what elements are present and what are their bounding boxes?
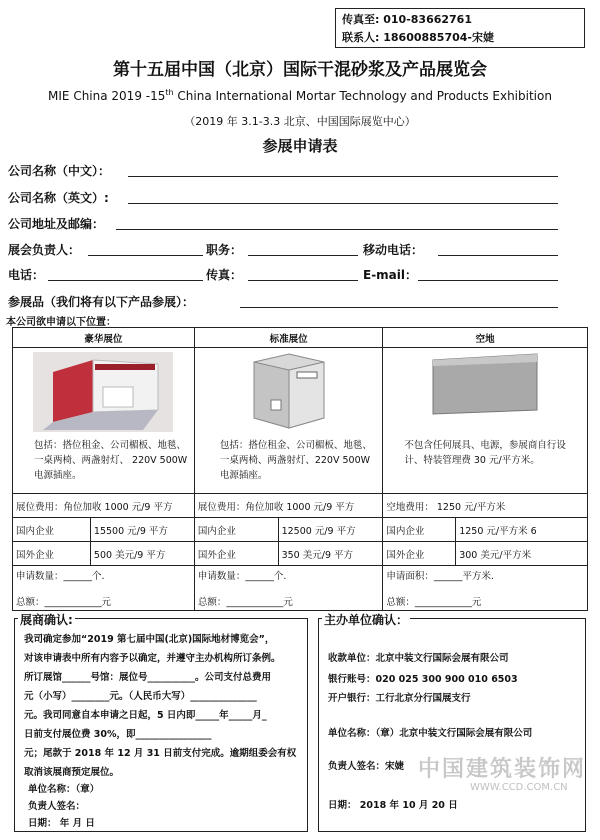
confirm-line: 元（小写）________元。（人民币大写）______________: [24, 691, 257, 702]
form-title: 参展申请表: [262, 137, 338, 155]
exhibits-label: 参展品（我们将有以下产品参展）：: [8, 295, 195, 309]
row-exhibits: [8, 293, 568, 309]
watermark-url: WWW.CCD.COM.CN: [470, 782, 568, 793]
phone-label: 电话：: [8, 268, 45, 282]
exhibitor-unit-name[interactable]: 单位名称：（章）: [28, 784, 100, 795]
booth-header-luxury: 豪华展位: [13, 328, 195, 348]
luxury-foreign-label: 国外企业: [13, 542, 91, 566]
standard-qty-cell: [194, 566, 383, 611]
fax-contact-box: [335, 8, 585, 48]
standard-booth-desc: 包括：搭位租金、公司楣板、地毯、一桌两椅、两盏射灯、220V 500W 电源插座。: [219, 440, 372, 481]
watermark-text: 中国建筑装饰网: [418, 757, 587, 782]
company-en-label: 公司名称（英文）:: [8, 191, 109, 205]
apply-note: 本公司欲申请以下位置：: [6, 317, 116, 328]
email-label: E-mail：: [363, 268, 418, 282]
space-qty-cell: [383, 566, 588, 611]
exhibition-title-en: [8, 88, 592, 103]
luxury-domestic-label: 国内企业: [13, 518, 91, 542]
address-label: 公司地址及邮编：: [8, 217, 105, 231]
luxury-booth-desc: 包括：搭位租金、公司楣板、地毯、一桌两椅、两盏射灯、 220V 500W 电源插座。: [34, 440, 188, 481]
organizer-confirm-title: 主办单位确认：: [324, 613, 409, 627]
row-phone: [8, 266, 568, 282]
standard-total[interactable]: 总额：____________元: [197, 597, 293, 608]
leader-label: 展会负责人：: [8, 243, 81, 257]
exhibition-title-cn: 第十五届中国（北京）国际干混砂浆及产品展览会: [113, 60, 487, 80]
standard-foreign-label: 国外企业: [194, 542, 278, 566]
luxury-total[interactable]: 总额：____________元: [16, 597, 112, 608]
exhibitor-date[interactable]: 日期： 年 月 日: [28, 818, 95, 829]
confirm-line: 取消该展商预定展位。: [24, 767, 120, 778]
space-booth-desc: 不包含任何展具、电源，参展商自行设计、特装管理费 30 元/平方米。: [404, 440, 566, 466]
row-address: [8, 215, 568, 231]
fax-field[interactable]: [248, 266, 358, 281]
phone-field[interactable]: [48, 266, 203, 281]
exhibits-field[interactable]: [240, 293, 558, 308]
title-en-post: China International Mortar Technology and Products Exhibition: [173, 89, 552, 103]
leader-field[interactable]: [88, 241, 203, 256]
standard-domestic-label: 国内企业: [194, 518, 278, 542]
organizer-account: 银行账号：020 025 300 900 010 6503: [328, 674, 518, 685]
space-foreign-label: 国外企业: [383, 542, 456, 566]
confirm-line: 元。我司同意自本申请之日起，5 日内即_____年_____月_: [24, 710, 267, 721]
luxury-domestic-value: 15500 元/9 平方: [90, 518, 194, 542]
row-leader: [8, 241, 568, 257]
luxury-fee: 展位费用：角位加收 1000 元/9 平方: [13, 494, 195, 518]
exhibitor-confirm-title: 展商确认:: [20, 613, 73, 627]
luxury-qty-cell: [13, 566, 195, 611]
organizer-date: 日期： 2018 年 10 月 20 日: [328, 800, 458, 811]
confirm-line: 日前支付展位费 30%，即________________: [24, 729, 212, 740]
contact-line: 联系人: 18600885704-宋婕: [342, 31, 494, 44]
company-cn-field[interactable]: [128, 162, 558, 177]
space-total[interactable]: 总额：____________元: [386, 597, 482, 608]
standard-foreign-value: 350 美元/9 平方: [278, 542, 383, 566]
booth-image-row: [13, 348, 588, 494]
confirm-line: 对该申请表中所有内容予以确定，并遵守主办机构所订条例。: [24, 653, 281, 664]
standard-booth-cell: [194, 348, 383, 494]
mobile-label: 移动电话：: [363, 243, 424, 257]
foreign-row: [13, 542, 588, 566]
space-area[interactable]: 申请面积：______平方米.: [386, 571, 494, 582]
luxury-qty[interactable]: 申请数量：______个.: [16, 571, 105, 582]
address-field[interactable]: [116, 215, 558, 230]
luxury-booth-cell: [13, 348, 195, 494]
standard-qty[interactable]: 申请数量：______个.: [197, 571, 287, 582]
luxury-foreign-value: 500 美元/9 平方: [90, 542, 194, 566]
domestic-row: [13, 518, 588, 542]
title-en-pre: MIE China 2019 -15: [48, 89, 166, 103]
company-cn-label: 公司名称（中文）：: [8, 164, 111, 178]
company-en-field[interactable]: [128, 189, 558, 204]
space-domestic-value: 1250 元/平方米 6: [456, 518, 588, 542]
space-foreign-value: 300 美元/平方米: [456, 542, 588, 566]
organizer-unit-name: 单位名称：（章）北京中装文行国际会展有限公司: [328, 728, 533, 739]
fax-line: 传真至: 010-83662761: [342, 13, 472, 26]
booth-header-row: [13, 328, 588, 348]
space-domestic-label: 国内企业: [383, 518, 456, 542]
exhibition-date-venue: （2019 年 3.1-3.3 北京、中国国际展览中心）: [184, 115, 416, 128]
booth-header-space: 空地: [383, 328, 588, 348]
exhibitor-signer[interactable]: 负责人签名：: [28, 801, 86, 812]
qty-row: [13, 566, 588, 611]
position-field[interactable]: [248, 241, 358, 256]
organizer-payee: 收款单位：北京中装文行国际会展有限公司: [328, 653, 509, 664]
exhibitor-confirm-text: [24, 630, 306, 782]
space-booth-image: [429, 352, 541, 416]
standard-fee: 展位费用：角位加收 1000 元/9 平方: [194, 494, 383, 518]
booth-header-standard: 标准展位: [194, 328, 383, 348]
confirm-line: 元；尾款于 2018 年 12 月 31 日前支付完成。逾期组委会有权: [24, 748, 297, 759]
standard-booth-image: [249, 352, 329, 430]
space-booth-cell: [383, 348, 588, 494]
confirm-line: 我司确定参加“2019 第七届中国(北京)国际地材博览会”，: [24, 634, 275, 645]
position-label: 职务：: [206, 243, 243, 257]
space-fee: 空地费用： 1250 元/平方米: [383, 494, 588, 518]
booth-fee-row: [13, 494, 588, 518]
organizer-bank: 开户银行：工行北京分行国展支行: [328, 693, 471, 704]
row-company-cn: [8, 162, 568, 178]
standard-domestic-value: 12500 元/9 平方: [278, 518, 383, 542]
confirm-line: 所订展馆______号馆：展位号__________。公司支付总费用: [24, 672, 272, 683]
row-company-en: [8, 189, 568, 205]
luxury-booth-image: [33, 352, 173, 432]
fax-label: 传真：: [206, 268, 243, 282]
organizer-signer: 负责人签名：宋婕: [328, 761, 405, 772]
mobile-field[interactable]: [438, 241, 558, 256]
email-field[interactable]: [418, 266, 558, 281]
booth-table: [12, 327, 588, 611]
title-en-sup: th: [165, 88, 174, 97]
